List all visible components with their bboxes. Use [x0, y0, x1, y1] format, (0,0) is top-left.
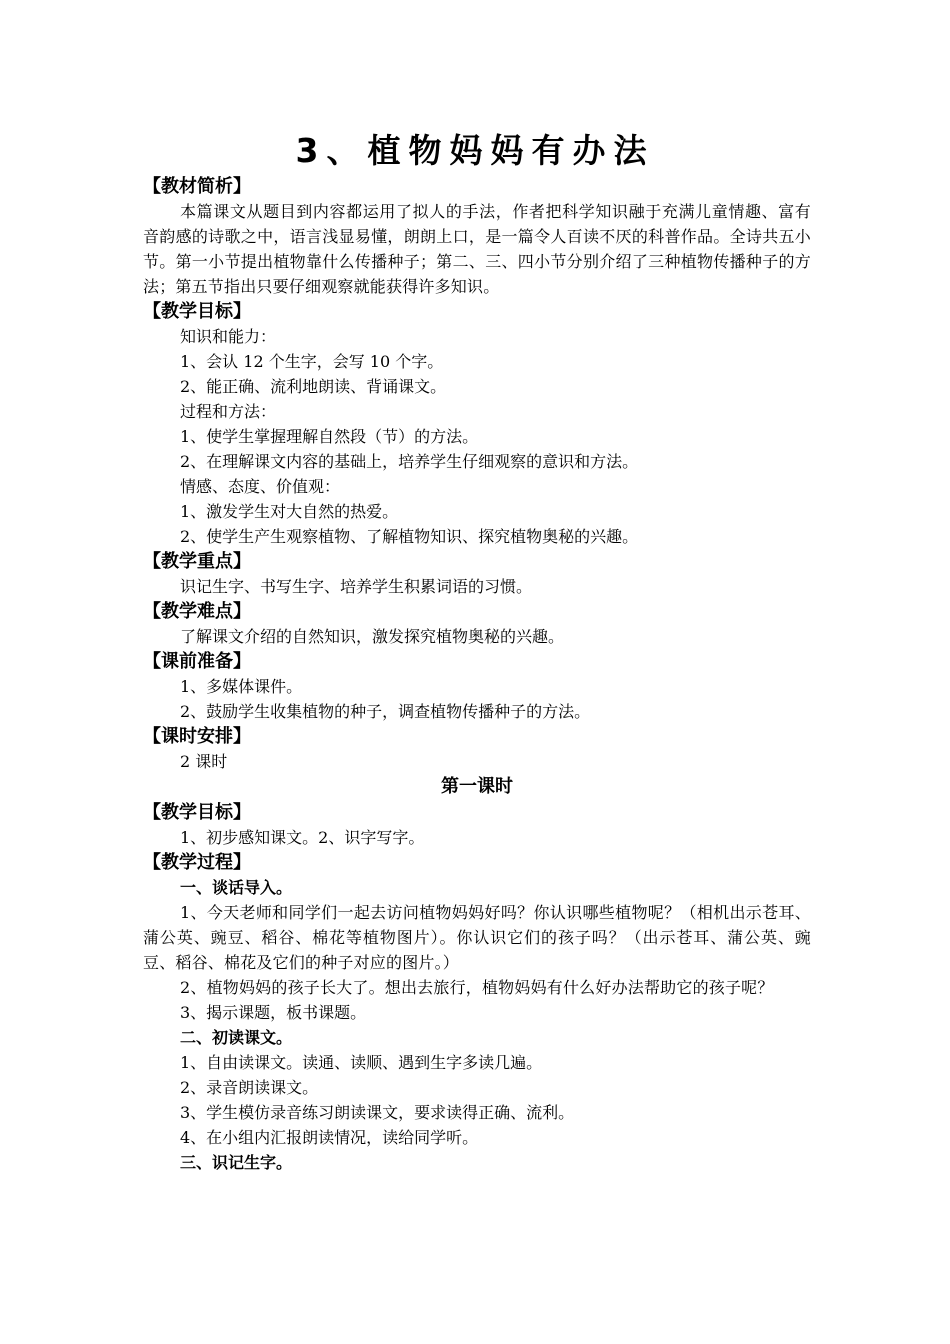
preparation-line: 2、鼓励学生收集植物的种子，调查植物传播种子的方法。 — [180, 702, 591, 721]
preparation-line: 1、多媒体课件。 — [180, 677, 303, 696]
goals-line: 知识和能力： — [180, 327, 277, 346]
goals-line: 过程和方法： — [180, 402, 277, 421]
goals-line: 1、激发学生对大自然的热爱。 — [180, 502, 399, 521]
goals-line: 2、能正确、流利地朗读、背诵课文。 — [180, 377, 447, 396]
part2-title: 二、初读课文。 — [180, 1028, 293, 1047]
part1-paragraph: 2、植物妈妈的孩子长大了。想出去旅行，植物妈妈有什么好办法帮助它的孩子呢？ — [180, 978, 774, 997]
analysis-paragraph: 本篇课文从题目到内容都运用了拟人的手法，作者把科学知识融于充满儿童情趣、富有音韵感的诗歌之中，语言浅显易懂，朗朗上口，是一篇令人百读不厌的科普作品。全诗共五小节。第一小节提出植物靠什么传播种子；第二、三、四小节分别介绍了三种植物传播种子的方法；第五节指出只要仔细观察就能获得许多知识。 — [143, 202, 811, 296]
difficulties-heading: 【教学难点】 — [143, 601, 251, 622]
part1-line: 3、揭示课题，板书课题。 — [180, 1003, 367, 1022]
keypoints-line: 识记生字、书写生字、培养学生积累词语的习惯。 — [180, 577, 533, 596]
keypoints-heading: 【教学重点】 — [143, 551, 251, 572]
analysis-heading: 【教材简析】 — [143, 176, 251, 197]
goals-heading: 【教学目标】 — [143, 301, 251, 322]
part1-title: 一、谈话导入。 — [180, 878, 293, 897]
schedule-heading: 【课时安排】 — [143, 726, 251, 747]
lesson1-process-heading: 【教学过程】 — [143, 852, 251, 873]
part1-paragraph: 1、今天老师和同学们一起去访问植物妈妈好吗？你认识哪些植物呢？（相机出示苍耳、蒲公英、豌豆、稻谷、棉花等植物图片）。你认识它们的孩子吗？（出示苍耳、蒲公英、豌豆、稻谷、棉花及它们的种子对应的图片。） — [143, 903, 811, 972]
lesson1-heading: 第一课时 — [441, 776, 513, 797]
part2-line: 4、在小组内汇报朗读情况，读给同学听。 — [180, 1128, 479, 1147]
preparation-heading: 【课前准备】 — [143, 651, 251, 672]
part2-line: 2、录音朗读课文。 — [180, 1078, 319, 1097]
schedule-line: 2 课时 — [180, 752, 228, 771]
document-page — [143, 128, 811, 1175]
goals-line: 1、会认 12 个生字，会写 10 个字。 — [180, 352, 444, 371]
part2-line: 3、学生模仿录音练习朗读课文，要求读得正确、流利。 — [180, 1103, 575, 1122]
lesson1-goals-heading: 【教学目标】 — [143, 802, 251, 823]
document-title: 3、植物妈妈有办法 — [295, 131, 655, 170]
part3-title: 三、识记生字。 — [180, 1153, 293, 1172]
part2-line: 1、自由读课文。读通、读顺、遇到生字多读几遍。 — [180, 1053, 543, 1072]
lesson1-goals-line: 1、初步感知课文。2、识字写字。 — [180, 828, 425, 847]
goals-line: 情感、态度、价值观： — [180, 477, 341, 496]
goals-line: 2、使学生产生观察植物、了解植物知识、探究植物奥秘的兴趣。 — [180, 527, 639, 546]
difficulties-line: 了解课文介绍的自然知识，激发探究植物奥秘的兴趣。 — [180, 627, 565, 646]
goals-line: 1、使学生掌握理解自然段（节）的方法。 — [180, 427, 479, 446]
goals-line: 2、在理解课文内容的基础上，培养学生仔细观察的意识和方法。 — [180, 452, 639, 471]
